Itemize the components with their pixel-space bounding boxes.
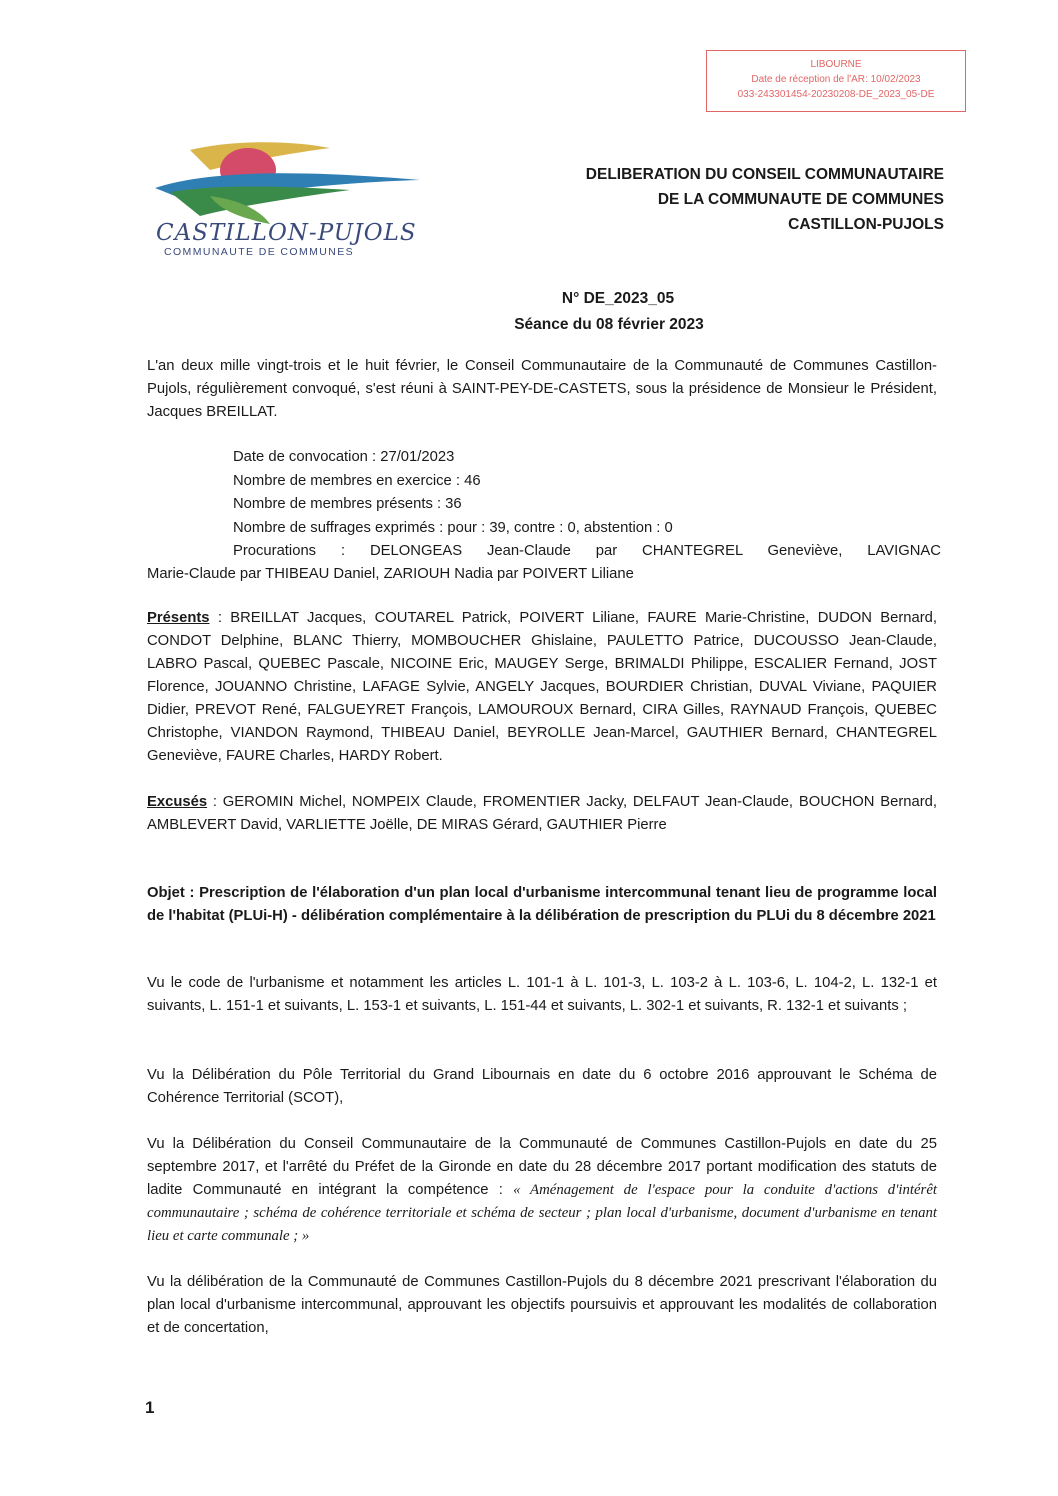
reception-stamp [706, 50, 966, 112]
meeting-details [233, 446, 673, 540]
page-number: 1 [145, 1398, 155, 1417]
title-line-3: CASTILLON-PUJOLS [788, 216, 944, 233]
seance-date: Séance du 08 février 2023 [514, 316, 704, 333]
procurations-line-1: Procurations : DELONGEAS Jean-Claude par CHANTEGREL Geneviève, LAVIGNAC [233, 543, 941, 559]
presents-label: Présents [147, 610, 210, 626]
votes-cast: Nombre de suffrages exprimés : pour : 39, contre : 0, abstention : 0 [233, 519, 673, 536]
stamp-line-2: Date de réception de l'AR: 10/02/2023 [751, 74, 921, 85]
title-line-2: DE LA COMMUNAUTE DE COMMUNES [657, 191, 944, 208]
vu-statuts [147, 1133, 937, 1248]
logo-landscape-icon [150, 140, 425, 230]
procurations [147, 540, 941, 586]
procurations-line-2: Marie-Claude par THIBEAU Daniel, ZARIOUH Nadia par POIVERT Liliane [147, 566, 634, 582]
excuses-paragraph [147, 791, 937, 837]
vu-statuts-quote: « Aménagement de l'espace pour la conduite d'actions d'intérêt communautaire ; schéma de cohérence territoriale et schéma de secteur ; plan local d'urbanisme, document d'urbanisme en tenant lieu et carte communale ; » [147, 1182, 937, 1244]
convocation-date: Date de convocation : 27/01/2023 [233, 449, 455, 465]
objet-paragraph: Objet : Prescription de l'élaboration d'un plan local d'urbanisme intercommunal tenant lieu de programme local de l'habitat (PLUi-H) - délibération complémentaire à la délibération de prescription du PLUi du 8 décembre 2021 [147, 885, 937, 924]
excuses-label: Excusés [147, 794, 208, 810]
intro-paragraph: L'an deux mille vingt-trois et le huit février, le Conseil Communautaire de la Communauté de Communes Castillon-Pujols, régulièrement convoqué, s'est réuni à SAINT-PEY-DE-CASTETS, sous la présidence de Monsieur le Président, Jacques BREILLAT. [147, 358, 937, 420]
members-present: Nombre de membres présents : 36 [233, 496, 462, 512]
vu-statuts-text: Vu la Délibération du Conseil Communautaire de la Communauté de Communes Castillon-Pujols en date du 25 septembre 2017, et l'arrêté du Préfet de la Gironde en date du 28 décembre 2017 portant modification des statuts de ladite Communauté en intégrant la compétence : [147, 1136, 937, 1198]
title-line-1: DELIBERATION DU CONSEIL COMMUNAUTAIRE [585, 166, 944, 183]
vu-prescription: Vu la délibération de la Communauté de Communes Castillon-Pujols du 8 décembre 2021 prescrivant l'élaboration du plan local d'urbanisme intercommunal, approuvant les objectifs poursuivis et approuvant les modalités de collaboration et de concertation, [147, 1274, 937, 1336]
castillon-pujols-logo [150, 140, 425, 260]
presents-paragraph [147, 607, 937, 768]
document-title [586, 162, 944, 237]
deliberation-number: N° DE_2023_05 [561, 290, 675, 307]
presents-list: : BREILLAT Jacques, COUTAREL Patrick, POIVERT Liliane, FAURE Marie-Christine, DUDON Bernard, CONDOT Delphine, BLANC Thierry, MOMBOUCHER Ghislaine, PAULETTO Patrice, DUCOUSSO Jean-Claude, LABRO Pascal, QUEBEC Pascale, NICOINE Eric, MAUGEY Serge, BRIMALDI Philippe, ESCALIER Fernand, JOST Florence, JOUANNO Christine, LAFAGE Sylvie, ANGELY Jacques, BOURDIER Christian, DUVAL Viviane, PAQUIER Didier, PREVOT René, FALGUEYRET François, LAMOUROUX Bernard, CIRA Gilles, RAYNAUD François, QUEBEC Christophe, VIANDON Raymond, THIBEAU Daniel, BEYROLLE Jean-Marcel, GAUTHIER Bernard, CHANTEGREL Geneviève, FAURE Charles, HARDY Robert. [147, 610, 937, 764]
stamp-line-3: 033-243301454-20230208-DE_2023_05-DE [737, 89, 935, 100]
excuses-list: : GEROMIN Michel, NOMPEIX Claude, FROMENTIER Jacky, DELFAUT Jean-Claude, BOUCHON Bernard, AMBLEVERT David, VARLIETTE Joëlle, DE MIRAS Gérard, GAUTHIER Pierre [147, 794, 937, 833]
vu-scot: Vu la Délibération du Pôle Territorial du Grand Libournais en date du 6 octobre 2016 approuvant le Schéma de Cohérence Territorial (SCOT), [147, 1067, 937, 1106]
logo-subtitle: COMMUNAUTE DE COMMUNES [164, 246, 355, 258]
members-in-office: Nombre de membres en exercice : 46 [233, 472, 481, 489]
stamp-line-1: LIBOURNE [810, 59, 862, 70]
deliberation-reference [0, 286, 1058, 338]
vu-code-urbanisme: Vu le code de l'urbanisme et notamment les articles L. 101-1 à L. 101-3, L. 103-2 à L. 103-6, L. 104-2, L. 132-1 et suivants, L. 151-1 et suivants, L. 153-1 et suivants, L. 151-44 et suivants, L. 302-1 et suivants, R. 132-1 et suivants ; [147, 975, 937, 1014]
logo-name: CASTILLON-PUJOLS [156, 220, 417, 246]
